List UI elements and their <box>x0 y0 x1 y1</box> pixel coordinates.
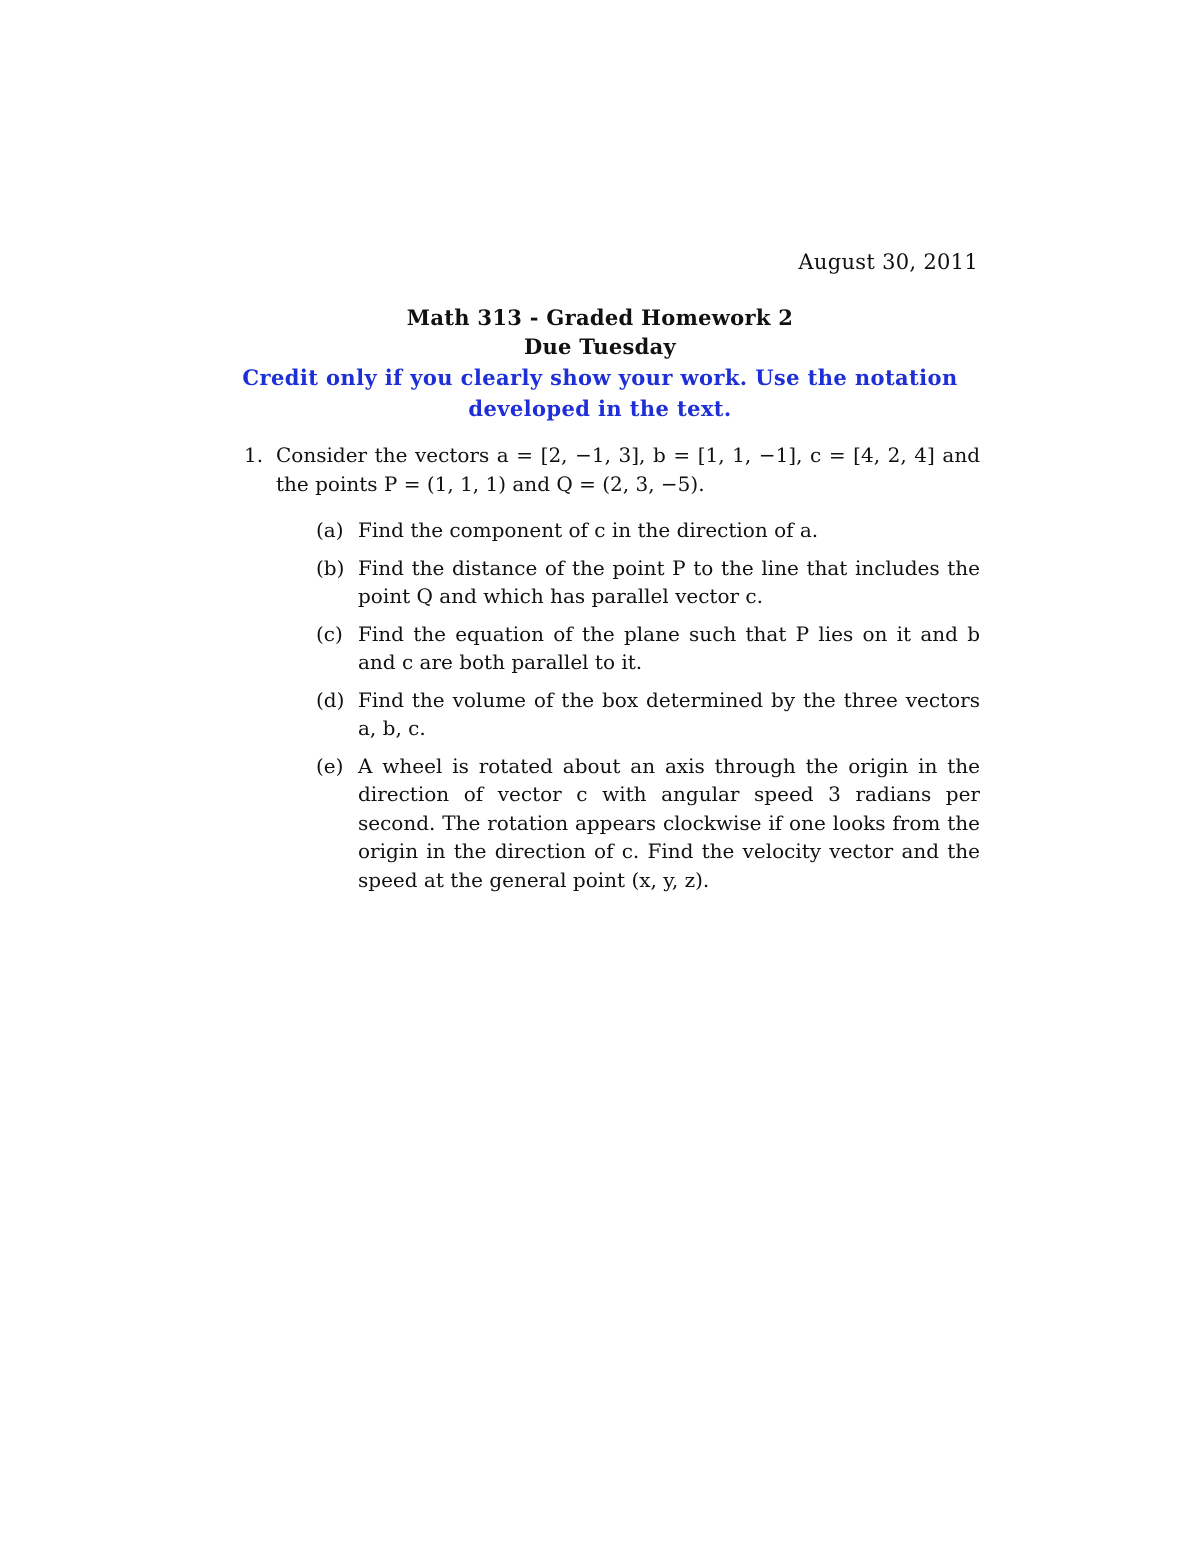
part-label: (a) <box>316 518 344 542</box>
problem-parts <box>276 516 980 894</box>
part-text: Find the distance of the point P to the line that includes the point Q and which has parallel vector c. <box>358 555 980 608</box>
notice-line-2: developed in the text. <box>468 396 732 421</box>
part-d <box>276 686 980 743</box>
date: August 30, 2011 <box>798 250 978 274</box>
part-e <box>276 752 980 895</box>
part-label: (c) <box>316 621 343 646</box>
part-text: Find the volume of the box determined by the three vectors a, b, c. <box>358 687 980 740</box>
page-title: Math 313 - Graded Homework 2 <box>406 305 794 330</box>
problem-intro <box>276 441 980 498</box>
due-date: Due Tuesday <box>523 334 677 359</box>
part-text: Find the component of c in the direction of a. <box>358 518 819 542</box>
heading-block <box>0 303 1200 423</box>
part-a <box>276 516 980 545</box>
problem-intro-text: Consider the vectors a = [2, −1, 3], b = [1, 1, −1], c = [4, 2, 4] and the points P = (1, 1, 1) and Q = (2, 3, −5). <box>276 443 980 496</box>
part-label: (d) <box>316 687 345 712</box>
part-c <box>276 620 980 677</box>
problem-number: 1. <box>244 443 264 467</box>
problem-1 <box>244 441 980 903</box>
problem-body <box>276 441 980 894</box>
part-text: Find the equation of the plane such that P lies on it and b and c are both parallel to it. <box>358 621 980 674</box>
part-label: (b) <box>316 555 345 580</box>
notice-line-1: Credit only if you clearly show your work. Use the notation <box>242 365 958 390</box>
part-b <box>276 554 980 611</box>
part-text: A wheel is rotated about an axis through the origin in the direction of vector c with angular speed 3 radians per second. The rotation appears clockwise if one looks from the origin in the direction of c. Find the velocity vector and the speed at the general point (x, y, z). <box>358 753 980 892</box>
part-label: (e) <box>316 753 344 778</box>
